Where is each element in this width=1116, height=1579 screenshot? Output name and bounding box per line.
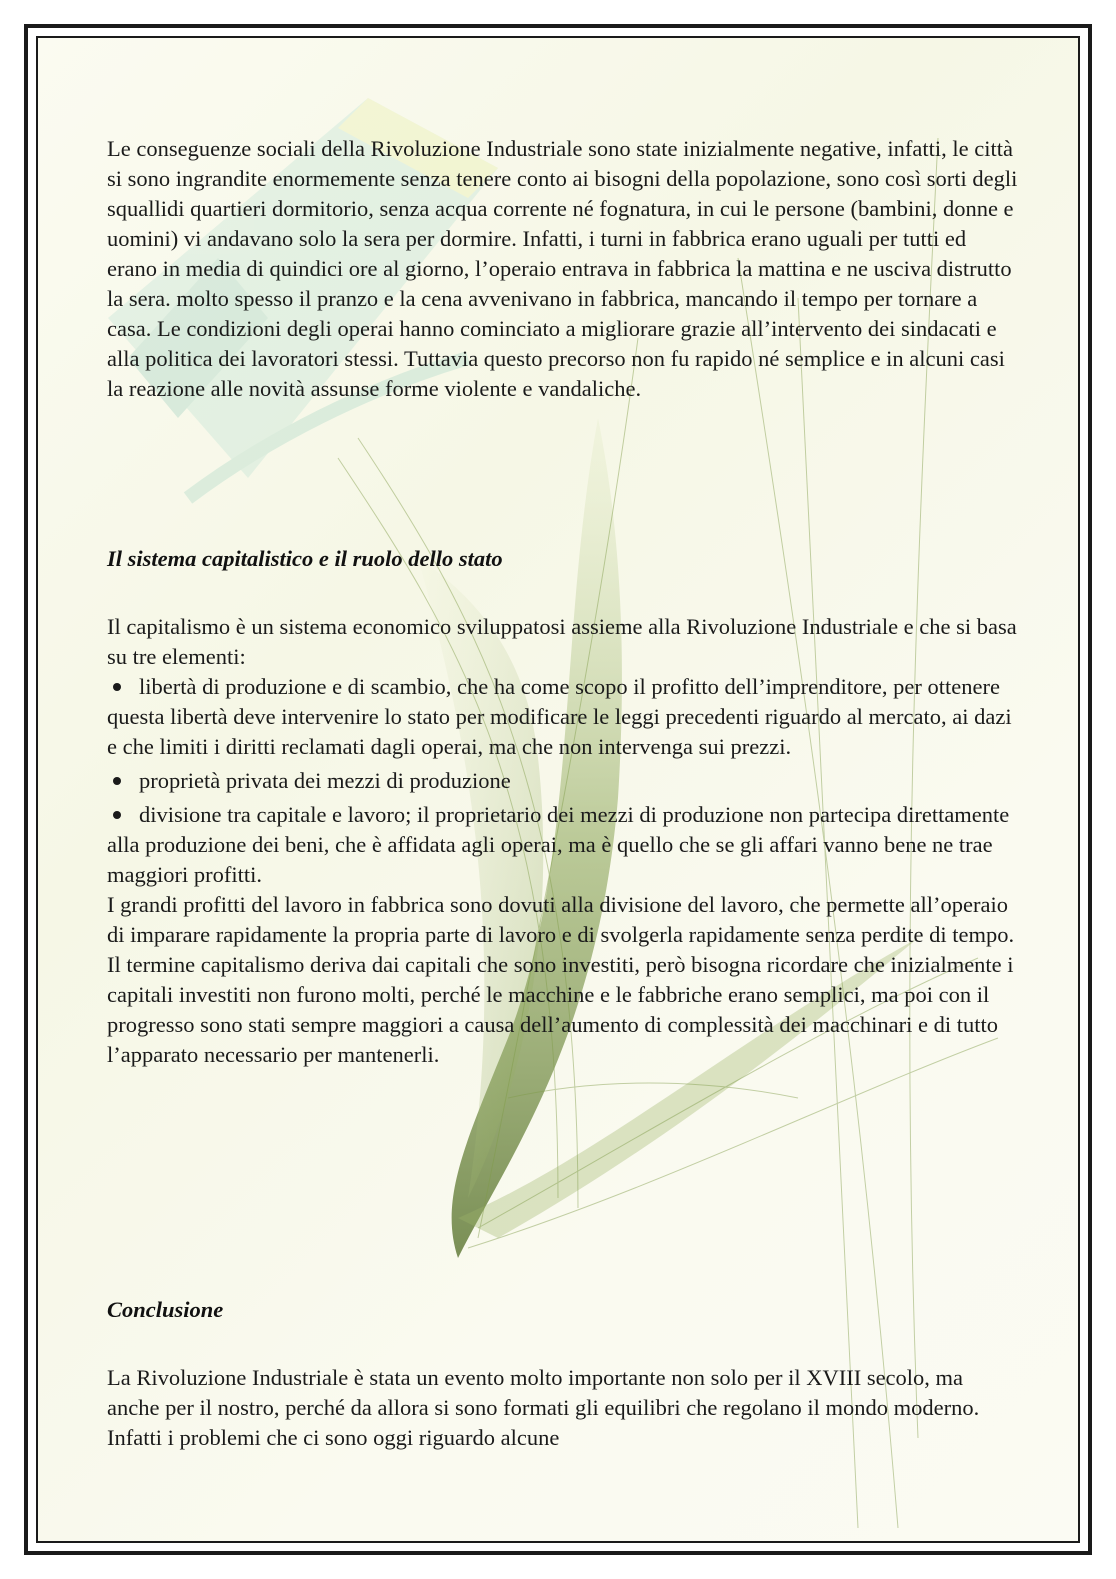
intro-paragraph: Il capitalismo è un sistema economico sviluppatosi assieme alla Rivoluzione Industriale e che si basa su tre elementi: [107, 614, 1017, 669]
heading-capitalist-system: Il sistema capitalistico e il ruolo dello stato [107, 546, 503, 571]
bullet-item-2 [107, 766, 1019, 796]
bullet-text: libertà di produzione e di scambio, che ha come scopo il profitto dell’imprenditore, per ottenere questa libertà deve intervenire lo stato per modificare le leggi precedenti riguardo al mercato, ai dazi e che limiti i diritti reclamati dagli operai, ma che non intervenga sui prezzi. [107, 674, 1012, 759]
conclusion-paragraph: La Rivoluzione Industriale è stata un evento molto importante non solo per il XVIII secolo, ma anche per il nostro, perché da allora si sono formati gli equilibri che regolano il mondo moderno. Infatti i problemi che ci sono oggi riguardo alcune [107, 1365, 980, 1450]
paragraph-social-consequences [107, 134, 1019, 404]
bullet-text: proprietà privata dei mezzi di produzione [139, 768, 511, 793]
bullet-item-3 [107, 800, 1019, 890]
bullet-dot-icon [113, 683, 121, 691]
bullet-dot-icon [113, 811, 121, 819]
capitalism-section [107, 612, 1019, 1070]
bullet-text: divisione tra capitale e lavoro; il proprietario dei mezzi di produzione non partecipa direttamente alla produzione dei beni, che è affidata agli operai, ma è quello che se gli affari vanno bene ne trae maggiori profitti. [107, 802, 1010, 887]
bullet-item-1 [107, 672, 1019, 762]
conclusion-section [107, 1363, 1019, 1453]
heading-conclusion: Conclusione [107, 1297, 224, 1322]
bullet-dot-icon [113, 777, 121, 785]
paragraph-division-of-labour: I grandi profitti del lavoro in fabbrica sono dovuti alla divisione del lavoro, che permette all’operaio di imparare rapidamente la propria parte di lavoro e di svolgerla rapidamente senza perdite di tempo. [107, 892, 1015, 947]
paragraph-capital-term: Il termine capitalismo deriva dai capitali che sono investiti, però bisogna ricordare che inizialmente i capitali investiti non furono molti, perché le macchine e le fabbriche erano semplici, ma poi con il progresso sono stati sempre maggiori a causa dell’aumento di complessità dei macchinari e di tutto l’apparato necessario per mantenerli. [107, 952, 1014, 1067]
paragraph-text: Le conseguenze sociali della Rivoluzione Industriale sono state inizialmente negative, infatti, le città si sono ingrandite enormemente senza tenere conto ai bisogni della popolazione, sono così sorti degli squallidi quartieri dormitorio, senza acqua corrente né fognatura, in cui le persone (bambini, donne e uomini) vi andavano solo la sera per dormire. Infatti, i turni in fabbrica erano uguali per tutti ed erano in media di quindici ore al giorno, l’operaio entrava in fabbrica la mattina e ne usciva distrutto la sera. molto spesso il pranzo e la cena avvenivano in fabbrica, mancando il tempo per tornare a casa. Le condizioni degli operai hanno cominciato a migliorare grazie all’intervento dei sindacati e alla politica dei lavoratori stessi. Tuttavia questo precorso non fu rapido né semplice e in alcuni casi la reazione alle novità assunse forme violente e vandaliche. [107, 136, 1018, 401]
